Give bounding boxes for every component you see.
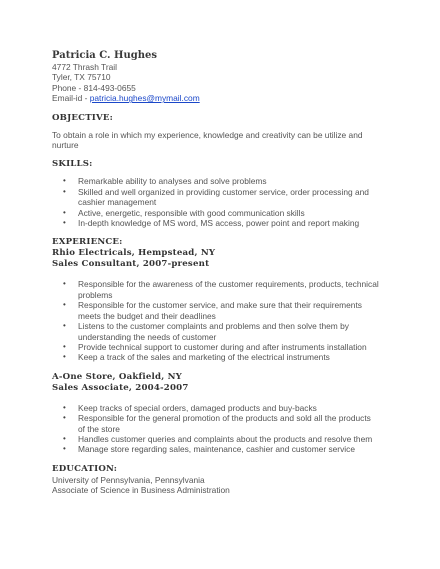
list-item-text: Skilled and well organized in providing customer service, order processing and [78, 186, 369, 197]
email-link[interactable]: patricia.hughes@mymail.com [89, 93, 200, 104]
job-1-company: Rhio Electricals, Hempstead, NY [52, 248, 216, 259]
duty-item [52, 342, 392, 352]
objective-line-2: nurture [52, 140, 79, 151]
list-item-text: understanding the needs of customer [78, 331, 217, 342]
education-line-1: University of Pennsylvania, Pennsylvania [52, 474, 205, 485]
candidate-name: Patricia C. Hughes [52, 50, 157, 61]
job-1-role: Sales Consultant, 2007-present [52, 259, 210, 270]
skill-item [52, 218, 392, 228]
email-line [52, 93, 392, 103]
email-label: Email-id - [52, 93, 90, 104]
list-item-text: Remarkable ability to analyses and solve problems [78, 176, 267, 187]
bullet-icon: • [63, 279, 66, 289]
resume-content [52, 50, 392, 496]
bullet-icon: • [63, 186, 66, 196]
bullet-icon: • [63, 433, 66, 443]
experience-heading: EXPERIENCE: [52, 237, 123, 248]
address-line-2: Tyler, TX 75710 [52, 72, 111, 83]
skill-item [52, 187, 392, 208]
list-item-text: Active, energetic, responsible with good communication skills [78, 207, 305, 218]
list-item-text: problems [78, 289, 113, 300]
skill-item [52, 208, 392, 218]
bullet-icon: • [63, 218, 66, 228]
bullet-icon: • [63, 300, 66, 310]
bullet-icon: • [63, 207, 66, 217]
list-item-text: Keep tracks of special orders, damaged products and buy-backs [78, 402, 317, 413]
duty-item [52, 413, 392, 434]
list-item-text: Responsible for the customer service, and make sure that their requirements [78, 300, 362, 311]
education-heading: EDUCATION: [52, 463, 118, 474]
objective-line-1: To obtain a role in which my experience, knowledge and creativity can be utilize and [52, 129, 363, 140]
bullet-icon: • [63, 176, 66, 186]
bullet-icon: • [63, 341, 66, 351]
bullet-icon: • [63, 402, 66, 412]
list-item-text: In-depth knowledge of MS word, MS access, power point and report making [78, 218, 360, 229]
job-2-company: A-One Store, Oakfield, NY [52, 371, 182, 382]
duty-item [52, 403, 392, 413]
phone-line: Phone - 814-493-0655 [52, 82, 136, 93]
list-item-text: cashier management [78, 197, 157, 208]
list-item-text: Manage store regarding sales, maintenance, cashier and customer service [78, 444, 355, 455]
address-line-1: 4772 Thrash Trail [52, 62, 118, 72]
list-item-text: Responsible for the awareness of the customer requirements, products, technical [78, 279, 379, 290]
duty-item [52, 434, 392, 444]
education-line-2: Associate of Science in Business Administration [52, 485, 230, 496]
job-2-role: Sales Associate, 2004-2007 [52, 382, 189, 393]
list-item-text: Responsible for the general promotion of the products and sold all the products [78, 413, 371, 424]
job-2-duties-list [52, 403, 392, 455]
duty-item [52, 352, 392, 362]
bullet-icon: • [63, 444, 66, 454]
duty-item [52, 444, 392, 454]
skills-heading: SKILLS: [52, 159, 93, 170]
duty-item [52, 279, 392, 300]
list-item-text: Keep a track of the sales and marketing of the electrical instruments [78, 352, 330, 363]
bullet-icon: • [63, 413, 66, 423]
list-item-text: Listens to the customer complaints and problems and then solve them by [78, 321, 349, 332]
objective-heading: OBJECTIVE: [52, 112, 114, 123]
job-1-duties-list [52, 279, 392, 362]
duty-item [52, 321, 392, 342]
bullet-icon: • [63, 352, 66, 362]
duty-item [52, 300, 392, 321]
list-item-text: Handles customer queries and complaints about the products and resolve them [78, 433, 373, 444]
list-item-text: meets the budget and their deadlines [78, 310, 216, 321]
bullet-icon: • [63, 321, 66, 331]
skill-item [52, 176, 392, 186]
list-item-text: Provide technical support to customer during and after instruments installation [78, 341, 367, 352]
list-item-text: of the store [78, 423, 120, 434]
skills-list [52, 176, 392, 228]
